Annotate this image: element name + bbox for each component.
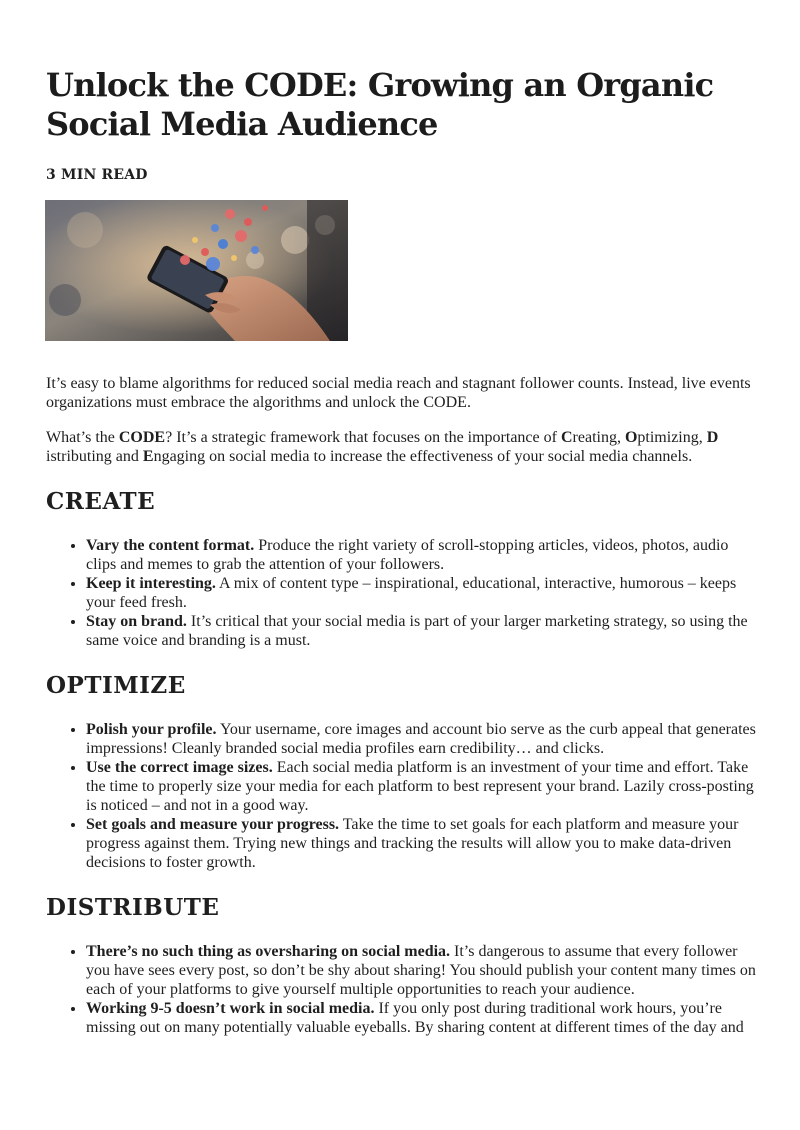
list-item — [86, 999, 758, 1037]
list-item-lead: Vary the content format. — [86, 537, 255, 554]
list-item-text: Produce the right variety of scroll-stopping articles, videos, photos, audio clips and memes to grab the attention of your followers. — [86, 537, 729, 573]
list-item-lead: Working 9-5 doesn’t work in social media. — [86, 1000, 375, 1017]
list-item — [86, 612, 758, 650]
framework-paragraph — [46, 428, 758, 466]
list-item — [86, 942, 758, 999]
article-title: Unlock the CODE: Growing an Organic Social Media Audience — [46, 66, 714, 143]
intro-paragraph: It’s easy to blame algorithms for reduced social media reach and stagnant follower counts. Instead, live events organizations must embrace the algorithms and unlock the CODE. — [46, 375, 751, 411]
list-item-lead: Polish your profile. — [86, 721, 217, 738]
section-heading-create: CREATE — [46, 488, 156, 515]
hero-image — [45, 200, 348, 341]
section-heading-optimize: OPTIMIZE — [46, 672, 186, 699]
framework-code-term: CODE — [118, 429, 166, 446]
distribute-list — [46, 942, 758, 1037]
framework-text: What’s the — [46, 429, 119, 446]
framework-letter-o: O — [624, 429, 638, 446]
read-time-label: 3 MIN READ — [46, 167, 148, 183]
framework-text: ? It’s a strategic framework that focuses on the importance of — [165, 429, 561, 446]
section-heading-distribute: DISTRIBUTE — [46, 894, 220, 921]
create-list — [46, 536, 758, 650]
hero-photo-illustration — [45, 200, 348, 341]
framework-text: ptimizing, — [637, 429, 707, 446]
list-item-text: It’s critical that your social media is part of your larger marketing strategy, so using the same voice and branding is a must. — [86, 613, 748, 649]
list-item-text: Take the time to set goals for each platform and measure your progress against them. Trying new things and tracking the results will allow you to make data-driven decisions to foster growth. — [86, 816, 739, 871]
list-item — [86, 815, 758, 872]
list-item-lead: There’s no such thing as oversharing on social media. — [86, 943, 451, 960]
list-item-text: A mix of content type – inspirational, educational, interactive, humorous – keeps your feed fresh. — [86, 575, 737, 611]
framework-letter-c: C — [560, 429, 573, 446]
list-item-text: If you only post during traditional work hours, you’re missing out on many potentially valuable eyeballs. By sharing content at different times of the day and — [86, 1000, 744, 1036]
list-item-text: Your username, core images and account bio serve as the curb appeal that generates impressions! Cleanly branded social media profiles earn credibility… and clicks. — [86, 721, 756, 757]
list-item — [86, 720, 758, 758]
list-item-lead: Keep it interesting. — [86, 575, 216, 592]
framework-letter-d: D — [706, 429, 719, 446]
list-item — [86, 758, 758, 815]
list-item — [86, 574, 758, 612]
optimize-list — [46, 720, 758, 872]
framework-text: reating, — [572, 429, 625, 446]
list-item-lead: Use the correct image sizes. — [86, 759, 273, 776]
list-item-lead: Set goals and measure your progress. — [86, 816, 340, 833]
list-item — [86, 536, 758, 574]
framework-letter-e: E — [142, 448, 154, 465]
list-item-text: It’s dangerous to assume that every follower you have sees every post, so don’t be shy about sharing! You should publish your content many times on each of your platforms to give yourself multiple opportunities to reach your audience. — [86, 943, 756, 998]
list-item-text: Each social media platform is an investment of your time and effort. Take the time to properly size your media for each platform to best represent your brand. Lazily cross-posting is noticed – and not in a good way. — [86, 759, 754, 814]
list-item-lead: Stay on brand. — [86, 613, 187, 630]
article-body — [46, 374, 758, 1037]
framework-text: ngaging on social media to increase the effectiveness of your social media channels. — [153, 448, 693, 465]
framework-text: istributing and — [46, 448, 143, 465]
